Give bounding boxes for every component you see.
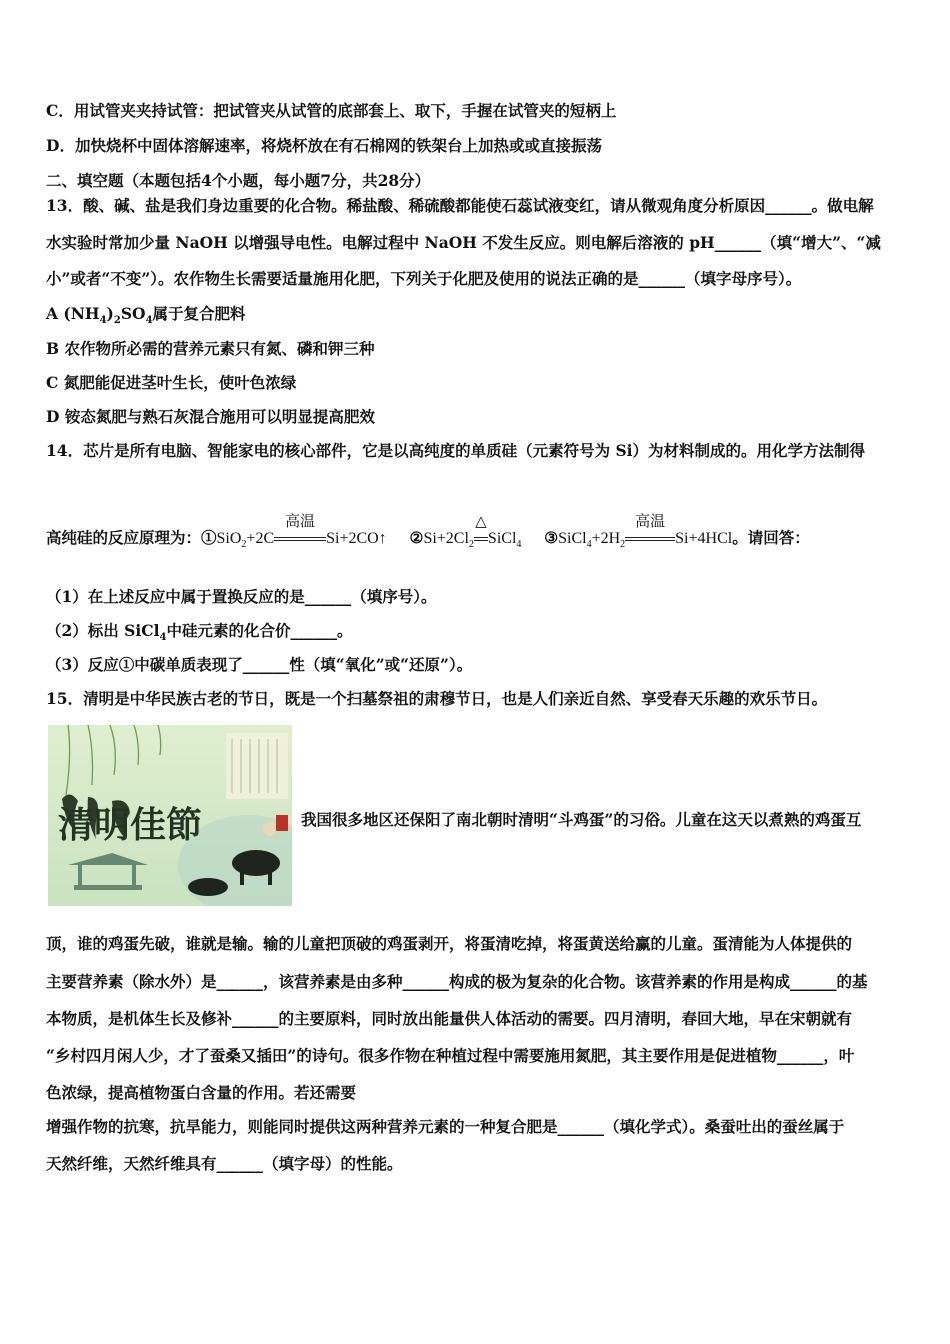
q14-equations: 高纯硅的反应原理为：①SiO$_2$+2C 高温 Si+2CO↑ $②Si+2Cl_2$ △ SiCl$_4$ $③SiCl_4+2H_2$ 高温 Si+4HCl。请回答：: [46, 514, 810, 551]
option-d: D．加快烧杯中固体溶解速率，将烧杯放在有石棉网的铁架台上加热或或直接振荡: [46, 136, 602, 155]
image-title: 清明佳節: [58, 804, 203, 846]
q15-side-text: 我国很多地区还保阳了南北朝时清明“斗鸡蛋”的习俗。儿童在这天以煮熟的鸡蛋互: [301, 810, 862, 829]
q15-line-3: 主要营养素（除水外）是______，该营养素是由多种______构成的极为复杂的化合物。该营养素的作用是构成______的基: [46, 972, 868, 991]
q13-line-3: 小”或者“不变”）。农作物生长需要适量施用化肥，下列关于化肥及使用的说法正确的是______（填字母序号）。: [46, 269, 802, 288]
option-c: C．用试管夹夹持试管：把试管夹从试管的底部套上、取下，手握在试管夹的短柄上: [46, 101, 617, 120]
q15-line-4: 本物质，是机体生长及修补______的主要原料，同时放出能量供人体活动的需要。四月清明，春回大地，早在宋朝就有: [46, 1009, 853, 1028]
q13-line-1: 13．酸、碱、盐是我们身边重要的化合物。稀盐酸、稀硫酸都能使石蕊试液变红，请从微观角度分析原因______。做电解: [46, 196, 874, 215]
q13-option-a: A $(NH_4)_2SO_4$属于复合肥料: [46, 304, 246, 327]
q13-option-d: D 铵态氮肥与熟石灰混合施用可以明显提高肥效: [46, 407, 375, 426]
q15-line-6: 色浓绿，提高植物蛋白含量的作用。若还需要: [46, 1083, 357, 1102]
q14-line-1: 14．芯片是所有电脑、智能家电的核心部件，它是以高纯度的单质硅（元素符号为 Si）为材料制成的。用化学方法制得: [46, 441, 866, 460]
section-heading: 二、填空题（本题包括4个小题，每小题7分，共28分）: [46, 171, 431, 190]
qingming-illustration: [48, 725, 292, 906]
equation-3: $SiCl_4+2H_2$ 高温 Si+4HCl: [558, 514, 733, 551]
q14-part-1: （1）在上述反应中属于置换反应的是______（填序号）。: [46, 587, 437, 606]
q15-line-1: 15．清明是中华民族古老的节日，既是一个扫墓祭祖的肃穆节日，也是人们亲近自然、享受春天乐趣的欢乐节日。: [46, 689, 828, 708]
equation-1: SiO$_2$+2C 高温 Si+2CO↑: [216, 514, 387, 551]
q14-part-3: （3）反应①中碳单质表现了______性（填“氧化”或“还原”）。: [46, 655, 473, 674]
equation-2: $Si+2Cl_2$ △ SiCl$_4$: [423, 514, 522, 551]
q13-option-b: B 农作物所必需的营养元素只有氮、磷和钾三种: [46, 339, 375, 358]
q13-option-c: C 氮肥能促进茎叶生长，使叶色浓绿: [46, 373, 297, 392]
q14-part-2: （2）标出 SiCl$_4$中硅元素的化合价______。: [46, 621, 353, 644]
q15-line-2: 顶，谁的鸡蛋先破，谁就是输。输的儿童把顶破的鸡蛋剥开，将蛋清吃掉，将蛋黄送给赢的儿童。蛋清能为人体提供的: [46, 934, 853, 953]
q15-line-5: “乡村四月闲人少，才了蚕桑又插田”的诗句。很多作物在种植过程中需要施用氮肥，其主要作用是促进植物______，叶: [46, 1046, 855, 1065]
q15-line-7: 增强作物的抗寒，抗旱能力，则能同时提供这两种营养元素的一种复合肥是______（填化学式）。桑蚕吐出的蚕丝属于: [46, 1117, 845, 1136]
q15-line-8: 天然纤维，天然纤维具有______（填字母）的性能。: [46, 1154, 403, 1173]
q13-line-2: 水实验时常加少量 NaOH 以增强导电性。电解过程中 NaOH 不发生反应。则电解后溶液的 pH______（填“增大”、“减: [46, 233, 881, 252]
